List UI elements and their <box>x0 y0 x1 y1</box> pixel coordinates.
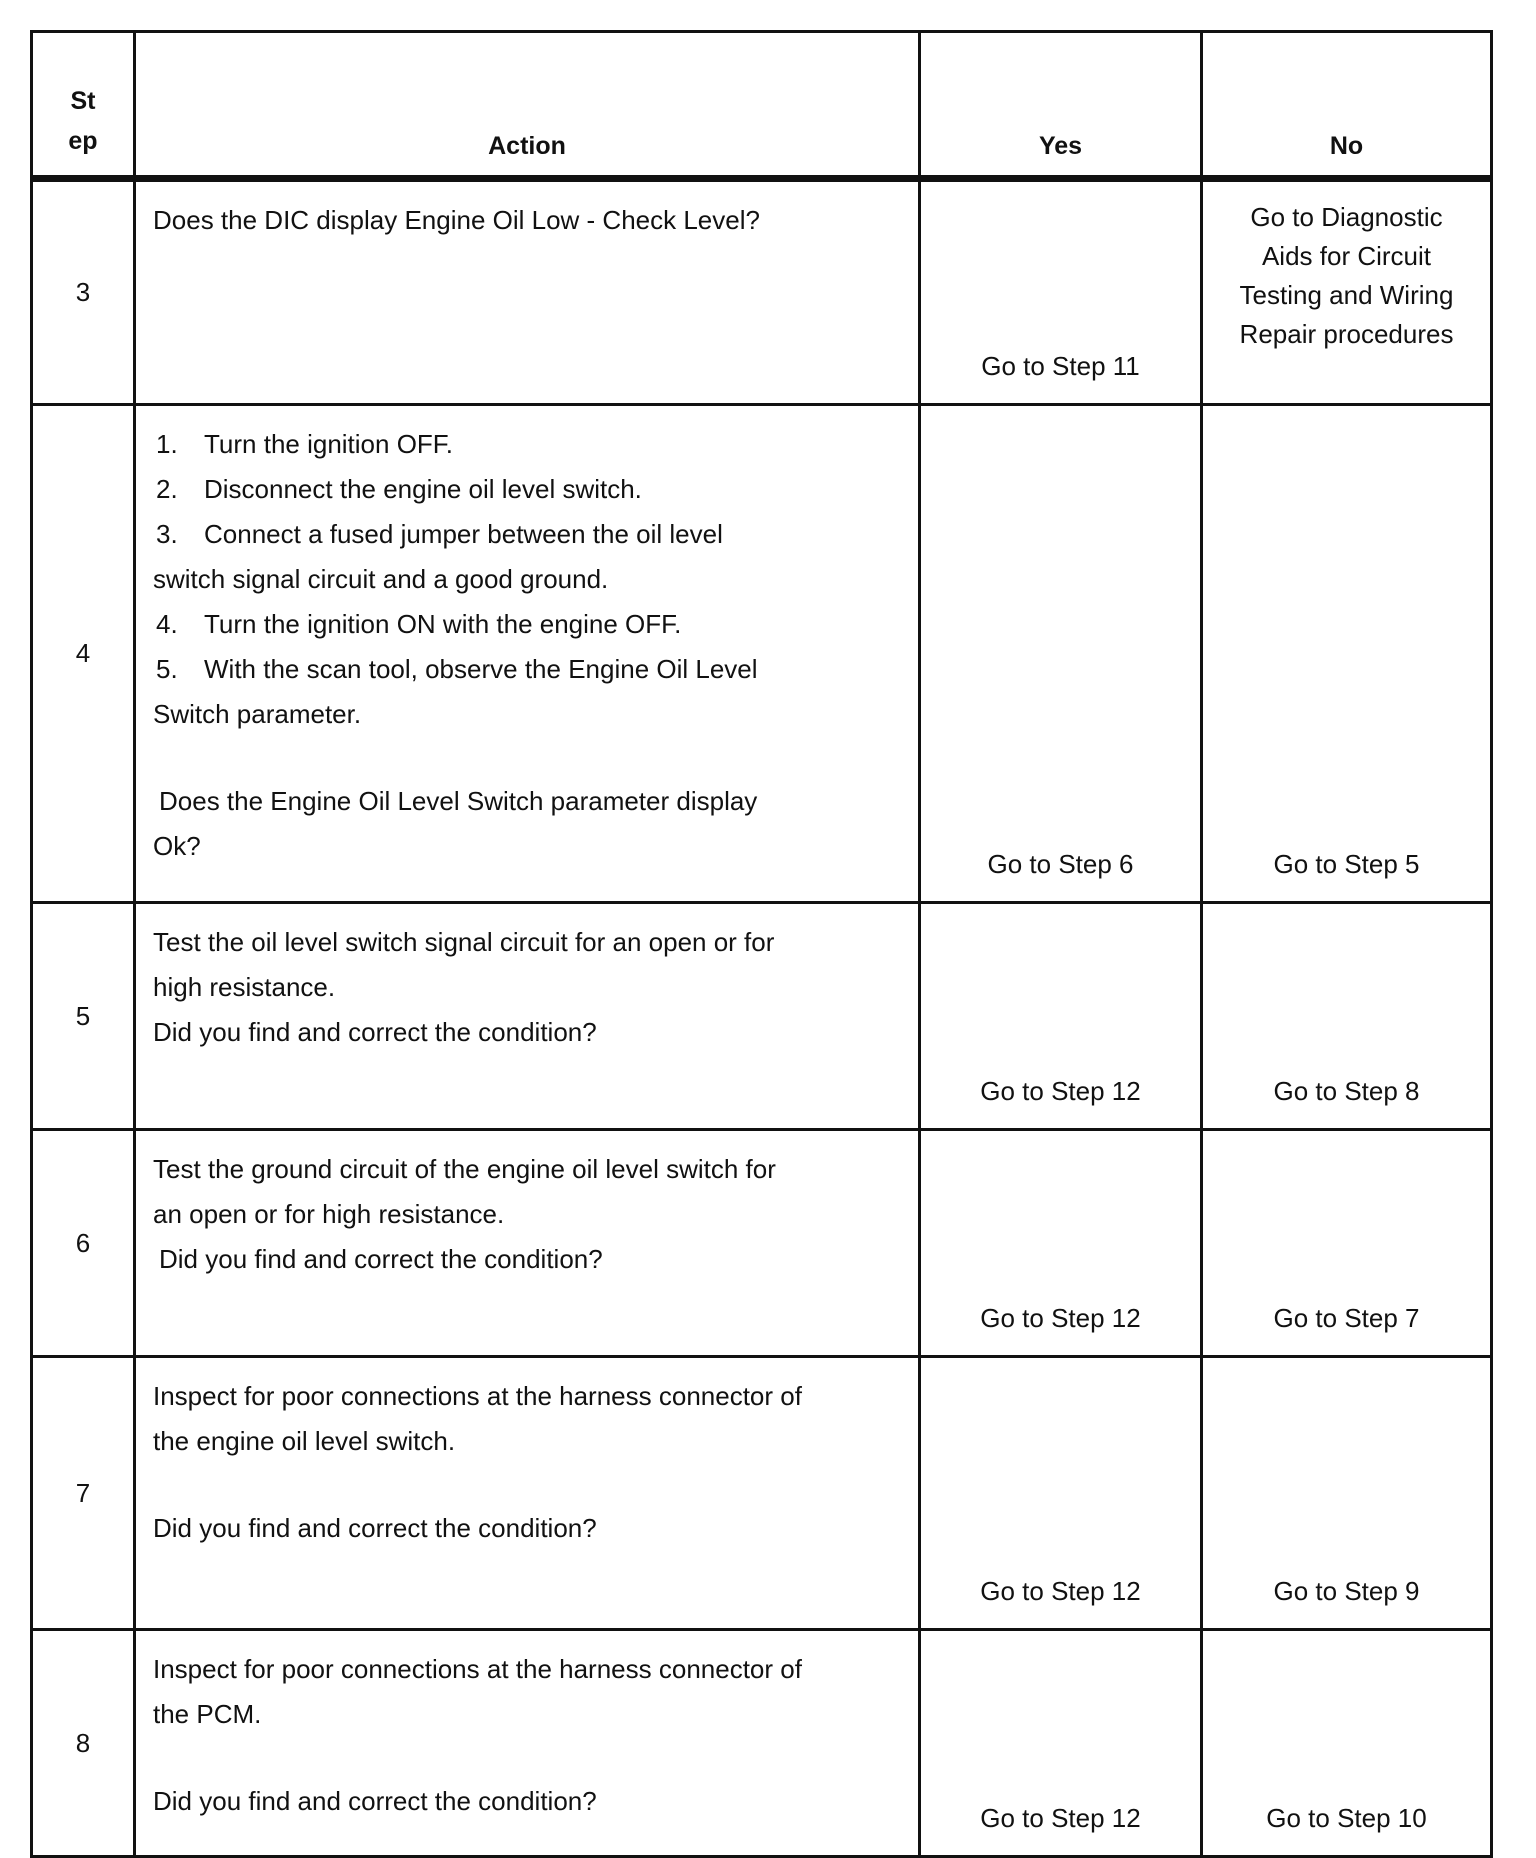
action-text: the PCM. <box>153 1699 262 1729</box>
action-cell <box>135 1630 920 1857</box>
action-text: an open or for high resistance. <box>153 1199 505 1229</box>
yes-link[interactable]: Go to Step 12 <box>980 1803 1141 1833</box>
table-row-step-5 <box>32 903 1492 1130</box>
step-number: 6 <box>32 1130 135 1357</box>
question-text: Did you find and correct the condition? <box>153 1513 597 1543</box>
list-item: 3. Connect a fused jumper between the oil level <box>156 519 723 549</box>
yes-cell <box>920 179 1202 405</box>
no-cell <box>1202 1630 1492 1857</box>
yes-cell <box>920 1130 1202 1357</box>
header-step <box>32 32 135 179</box>
yes-link[interactable]: Go to Step 6 <box>987 849 1134 879</box>
header-yes: Yes <box>920 32 1202 179</box>
list-item: 2. Disconnect the engine oil level switch. <box>156 474 642 504</box>
table-row-step-4 <box>32 405 1492 903</box>
action-text: Test the ground circuit of the engine oil level switch for <box>153 1154 776 1184</box>
table-row-step-8 <box>32 1630 1492 1857</box>
action-cell <box>135 1130 920 1357</box>
yes-cell <box>920 1357 1202 1630</box>
yes-link[interactable]: Go to Step 12 <box>980 1076 1141 1106</box>
no-cell <box>1202 1357 1492 1630</box>
yes-link[interactable]: Go to Step 12 <box>980 1303 1141 1333</box>
step-number: 7 <box>32 1357 135 1630</box>
yes-cell <box>920 405 1202 903</box>
yes-link[interactable]: Go to Step 11 <box>981 351 1140 381</box>
list-item-continuation: Switch parameter. <box>153 699 362 729</box>
table-row-step-7 <box>32 1357 1492 1630</box>
no-link[interactable]: Go to Step 5 <box>1273 849 1420 879</box>
action-cell <box>135 405 920 903</box>
no-link[interactable]: Go to Step 7 <box>1273 1303 1420 1333</box>
no-cell <box>1202 903 1492 1130</box>
action-text: Test the oil level switch signal circuit for an open or for <box>153 927 775 957</box>
list-item: 1. Turn the ignition OFF. <box>156 429 454 459</box>
question-text: Did you find and correct the condition? <box>159 1244 603 1274</box>
no-cell <box>1202 179 1492 405</box>
question-text: Did you find and correct the condition? <box>153 1786 597 1816</box>
step-number: 8 <box>32 1630 135 1857</box>
question-text-continuation: Ok? <box>153 831 201 861</box>
list-item: 4. Turn the ignition ON with the engine OFF. <box>156 609 682 639</box>
action-text: Does the DIC display Engine Oil Low - Check Level? <box>153 205 760 235</box>
action-text: Inspect for poor connections at the harness connector of <box>153 1654 802 1684</box>
header-row <box>32 32 1492 179</box>
header-action: Action <box>135 32 920 179</box>
yes-cell <box>920 1630 1202 1857</box>
action-cell <box>135 1357 920 1630</box>
table-row-step-6 <box>32 1130 1492 1357</box>
action-text: high resistance. <box>153 972 336 1002</box>
table-row-step-3 <box>32 179 1492 405</box>
step-number: 5 <box>32 903 135 1130</box>
no-link[interactable]: Go to Diagnostic Aids for Circuit Testing and Wiring Repair procedures <box>1239 202 1454 349</box>
action-cell <box>135 179 920 405</box>
question-text: Did you find and correct the condition? <box>153 1017 597 1047</box>
header-step-line1: St <box>70 87 96 115</box>
diagnostic-table <box>30 30 1493 1858</box>
header-no: No <box>1202 32 1492 179</box>
list-item: 5. With the scan tool, observe the Engine Oil Level <box>156 654 758 684</box>
action-cell <box>135 903 920 1130</box>
list-item-continuation: switch signal circuit and a good ground. <box>153 564 609 594</box>
no-link[interactable]: Go to Step 9 <box>1273 1576 1420 1606</box>
no-cell <box>1202 405 1492 903</box>
step-number: 3 <box>32 179 135 405</box>
action-text: Inspect for poor connections at the harness connector of <box>153 1381 802 1411</box>
header-step-line2: ep <box>68 127 98 155</box>
yes-link[interactable]: Go to Step 12 <box>980 1576 1141 1606</box>
question-text: Does the Engine Oil Level Switch parameter display <box>159 786 758 816</box>
no-link[interactable]: Go to Step 10 <box>1266 1803 1427 1833</box>
no-link[interactable]: Go to Step 8 <box>1273 1076 1420 1106</box>
yes-cell <box>920 903 1202 1130</box>
no-cell <box>1202 1130 1492 1357</box>
step-number: 4 <box>32 405 135 903</box>
action-text: the engine oil level switch. <box>153 1426 456 1456</box>
